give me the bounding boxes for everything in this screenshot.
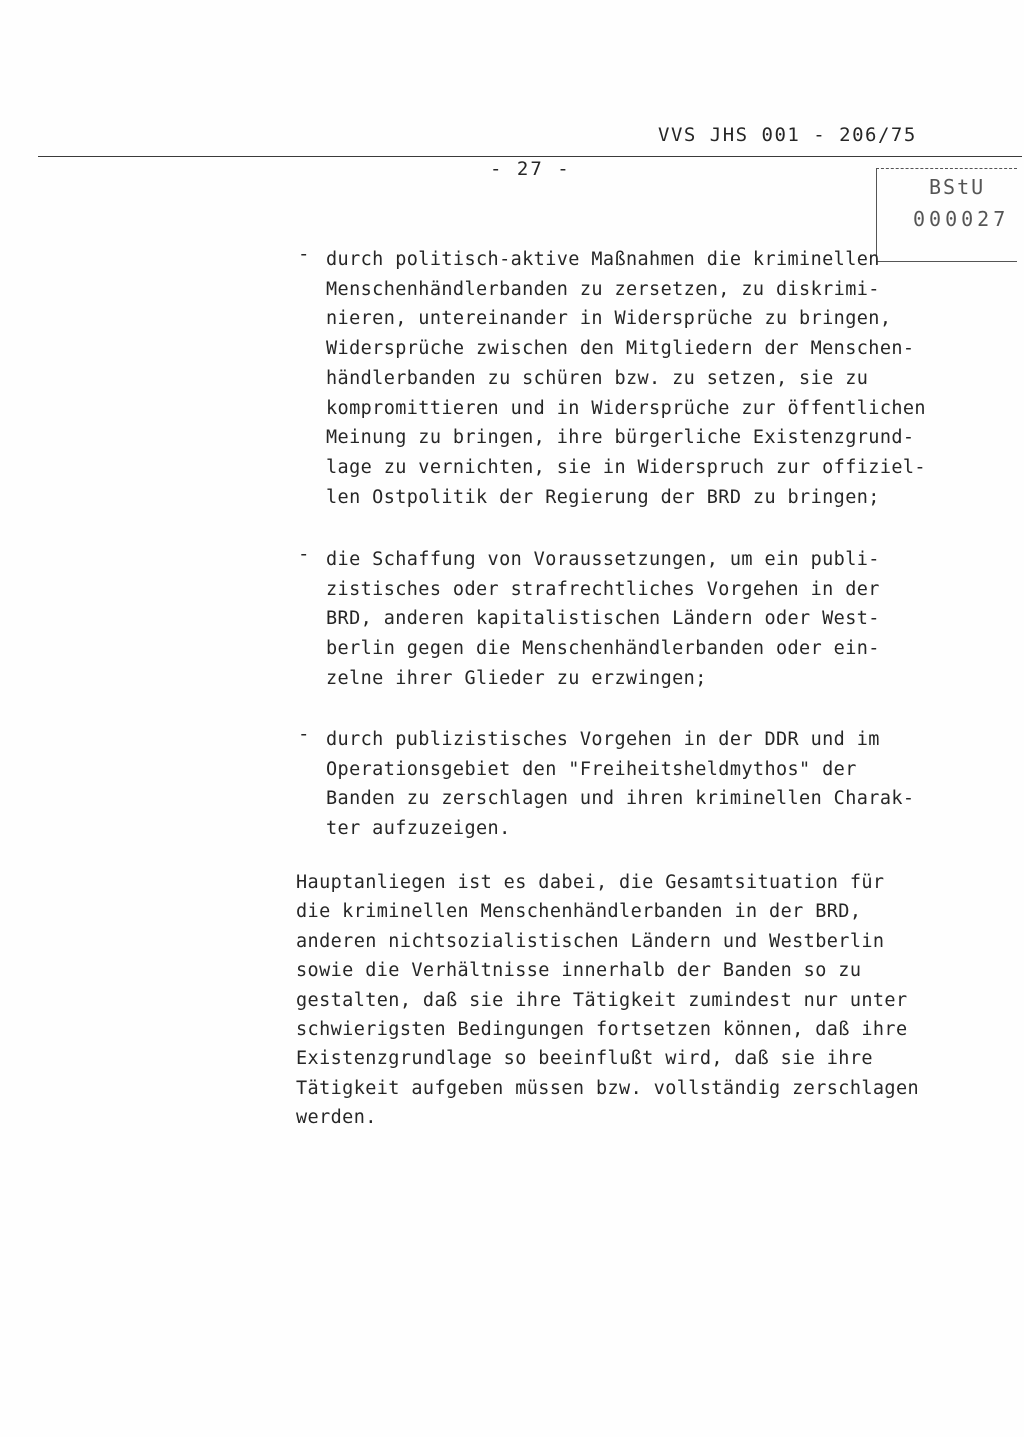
- bullet-marker: -: [298, 723, 310, 745]
- document-reference: VVS JHS 001 - 206/75: [658, 124, 917, 146]
- bullet-item-text: durch politisch-aktive Maßnahmen die kriminellen Menschenhändlerbanden zu zersetzen, zu diskrimi- nieren, untereinander in Widersprüche zu bringen, Widersprüche zwischen den Mitgliedern der Menschen- händlerbanden zu schüren bzw. zu setzen, sie zu kompromittieren und in Widersprüche zur öffentlichen Meinung zu bringen, ihre bürgerliche Existenzgrund- lage zu vernichten, sie in Widerspruch zur offiziel- len Ostpolitik der Regierung der BRD zu bringen;: [326, 249, 926, 508]
- body-paragraph: Hauptanliegen ist es dabei, die Gesamtsituation für die kriminellen Menschenhändlerbanden in der BRD, anderen nichtsozialistischen Ländern und Westberlin sowie die Verhältnisse innerhalb der Banden so zu gestalten, daß sie ihre Tätigkeit zumindest nur unter schwierigsten Bedingungen fortsetzen können, daß ihre Existenzgrundlage so beeinflußt wird, daß sie ihre Tätigkeit aufgeben müssen bzw. vollständig zerschlagen werden.: [296, 872, 920, 1129]
- bullet-item-text: durch publizistisches Vorgehen in der DDR und im Operationsgebiet den "Freiheitsheldmythos" der Banden zu zerschlagen und ihren kriminellen Charak- ter aufzuzeigen.: [326, 729, 915, 840]
- header-rule: [38, 156, 1022, 157]
- bullet-marker: -: [298, 543, 310, 565]
- bullet-item-text: die Schaffung von Voraussetzungen, um ein publi- zistisches oder strafrechtliches Vorgehen in der BRD, anderen kapitalistischen Ländern oder West- berlin gegen die Menschenhändlerbanden oder ein- zelne ihrer Glieder zu erzwingen;: [326, 549, 880, 689]
- page-number: - 27 -: [490, 158, 571, 180]
- stamp-label: BStU: [929, 175, 986, 199]
- bullet-marker: -: [298, 243, 310, 265]
- stamp-number: 000027: [913, 207, 1010, 231]
